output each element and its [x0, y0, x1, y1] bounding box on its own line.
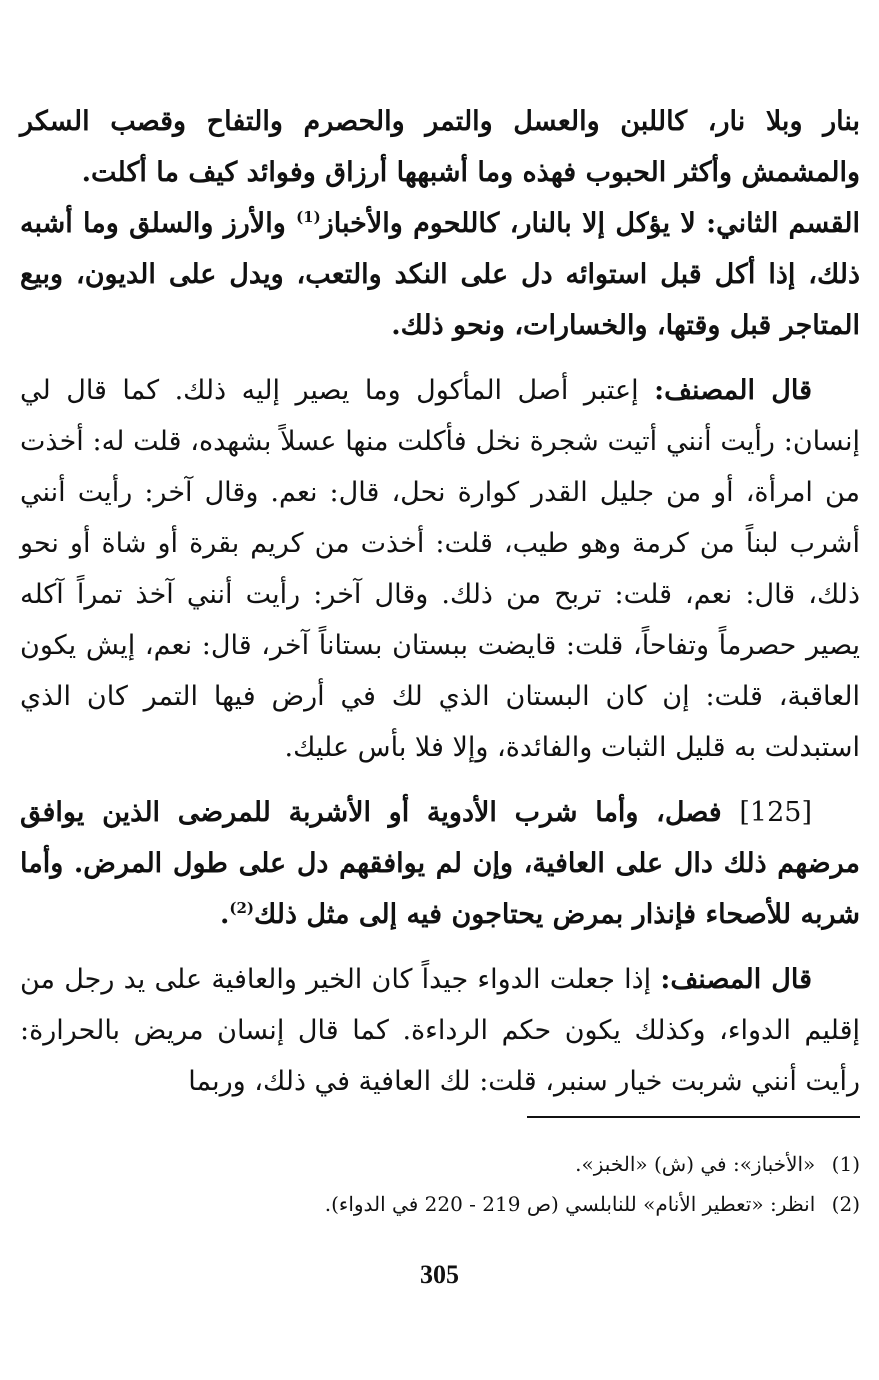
footnote-2 [20, 1184, 860, 1224]
footnote-ref-1: (1) [296, 208, 321, 226]
footnote-ref-2: (2) [229, 899, 255, 917]
paragraph-3-label: قال المصنف: [654, 375, 812, 406]
paragraph-1-line-2: والمشمش وأكثر الحبوب فهذه وما أشبهها أرزاق وفوائد كيف ما أكلت. [81, 157, 860, 188]
paragraph-1 [20, 96, 860, 198]
footnote-1 [20, 1144, 860, 1184]
footnote-2-number: (2) [831, 1192, 860, 1216]
footnotes [20, 1144, 860, 1224]
footnote-1-text: «الأخباز»: في (ش) «الخبز». [575, 1152, 816, 1176]
paragraph-3-text: إعتبر أصل المأكول وما يصير إليه ذلك. كما قال لي إنسان: رأيت أنني أتيت شجرة نخل فأكلت منها عسلاً بشهده، قلت له: أخذت من امرأة، أو من جليل القدر كوارة نحل، قال: نعم. وقال آخر: رأيت أنني أشرب لبناً من كرمة وهو طيب، قلت: أخذت من كريم بقرة أو شاة أو نحو ذلك، قال: نعم، قلت: تربح من ذلك. وقال آخر: رأيت أنني آخذ تمراً آكله يصير حصرماً وتفاحاً، قلت: قايضت ببستان بستاناً آخر، قال: نعم، إيش يكون العاقبة، قلت: إن كان البستان الذي لك في أرض فيها التمر كان الذي استبدلت به قليل الثبات والفائدة، وإلا فلا بأس عليك. [20, 375, 860, 763]
paragraph-4-text-a: وأما شرب الأدوية أو الأشربة للمرضى الذين يوافق مرضهم ذلك دال على العافية، وإن لم يوافقهم دل على طول المرض. وأما شربه للأصحاء فإنذار بمرض يحتاجون فيه إلى مثل ذلك [20, 797, 860, 930]
section-label: فصل، [656, 797, 722, 828]
footnote-1-number: (1) [831, 1152, 860, 1176]
paragraph-5-label: قال المصنف: [660, 964, 812, 995]
paragraph-2-text-a: القسم الثاني: لا يؤكل إلا بالنار، كاللحوم والأخباز [320, 208, 860, 239]
section-number: [125] [739, 797, 813, 828]
paragraph-3 [20, 365, 860, 773]
footnote-separator [527, 1116, 860, 1118]
footnote-2-text: انظر: «تعطير الأنام» للنابلسي (ص 219 - 220 في الدواء). [324, 1192, 816, 1216]
page-number: 305 [420, 1260, 459, 1289]
paragraph-5-text: إذا جعلت الدواء جيداً كان الخير والعافية على يد رجل من إقليم الدواء، وكذلك يكون حكم الرداءة. كما قال إنسان مريض بالحرارة: رأيت أنني شربت خيار سنبر، قلت: لك العافية في ذلك، وربما [20, 964, 860, 1097]
paragraph-1-line-1: بنار وبلا نار، كاللبن والعسل والتمر والحصرم والتفاح وقصب السكر [20, 106, 860, 137]
paragraph-2-text-b: والأرز والسلق وما أشبه ذلك، إذا أكل قبل استوائه دل على النكد والتعب، ويدل على الديون، وبيع المتاجر قبل وقتها، والخسارات، ونحو ذلك. [20, 208, 860, 341]
main-text [20, 96, 860, 1121]
paragraph-4-text-b: . [219, 899, 230, 930]
paragraph-5 [20, 954, 860, 1107]
paragraph-2 [20, 198, 860, 351]
paragraph-4 [20, 787, 860, 940]
